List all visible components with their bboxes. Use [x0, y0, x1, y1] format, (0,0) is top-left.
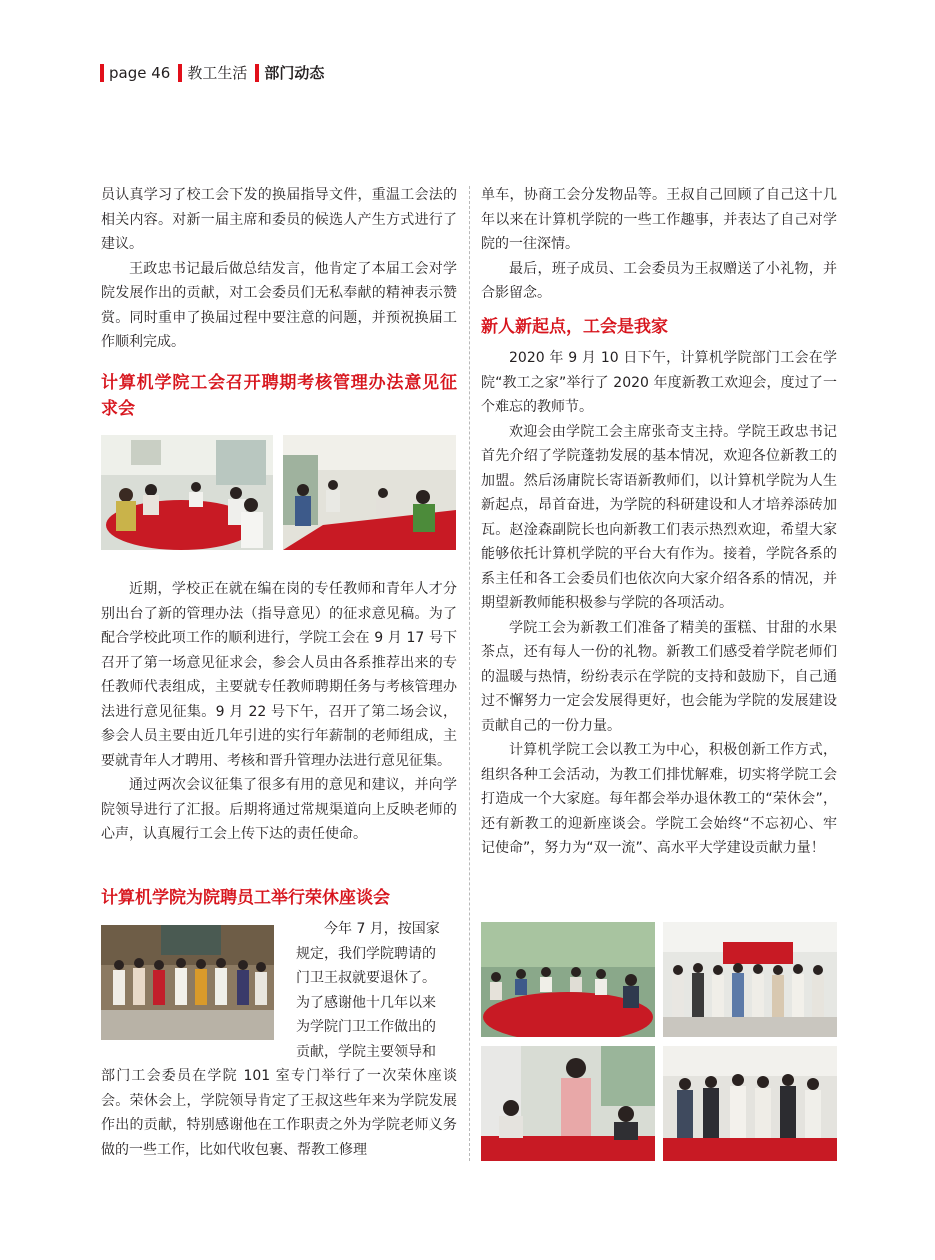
text-line: 为学院门卫工作做出的 [296, 1019, 436, 1035]
section-heading: 新人新起点，工会是我家 [481, 317, 668, 337]
column-divider [469, 186, 470, 1161]
section-heading: 计算机学院工会召开聘期考核管理办法意见征求会 [101, 373, 457, 419]
paragraph: 最后，班子成员、工会委员为王叔赠送了小礼物，并合影留念。 [481, 260, 837, 301]
welcome-photo-4 [663, 1046, 837, 1161]
left-column-top [101, 183, 457, 355]
meeting-photo-1 [101, 435, 273, 550]
section-heading-block [101, 885, 457, 911]
paragraph: 部门工会委员在学院 101 室专门举行了一次荣休座谈会。荣休会上，学院领导肯定了王叔这些年来为学院发展作出的贡献，特别感谢他在工作职责之外为学院老师义务做的一些工作，比如代收包裹、帮教工修理 [101, 1068, 457, 1158]
section-heading: 计算机学院为院聘员工举行荣休座谈会 [101, 888, 390, 908]
welcome-photo-3 [481, 1046, 655, 1161]
paragraph: 2020 年 9 月 10 日下午，计算机学院部门工会在学院“教工之家”举行了 2020 年度新教工欢迎会，度过了一个难忘的教师节。 [481, 350, 837, 415]
left-column-bottom [101, 1064, 457, 1162]
paragraph: 通过两次会议征集了很多有用的意见和建议，并向学院领导进行了汇报。后期将通过常规渠道向上反映老师的心声，认真履行工会上传下达的责任使命。 [101, 777, 457, 842]
left-column-body [101, 577, 457, 847]
header-bar [178, 64, 182, 82]
subsection-title: 部门动态 [264, 64, 325, 82]
text-line: 规定，我们学院聘请的 [296, 945, 436, 962]
text-line: 今年 7 月，按国家 [324, 921, 440, 937]
text-line: 门卫王叔就要退休了。 [296, 970, 436, 986]
paragraph: 单车，协商工会分发物品等。王叔自己回顾了自己这十几年以来在计算机学院的一些工作趣事，并表达了自己对学院的一往深情。 [481, 187, 837, 252]
right-column-body [481, 346, 837, 861]
paragraph: 欢迎会由学院工会主席张奇支主持。学院王政忠书记首先介绍了学院蓬勃发展的基本情况，欢迎各位新教工的加盟。然后汤庸院长寄语新教师们，以计算机学院为人生新起点，昂首奋进，为学院的科研建设和人才培养添砖加瓦。赵淦森副院长也向新教工们表示热烈欢迎，希望大家能够依托计算机学院的平台大有作为。接着，学院各系的系主任和各工会委员们也依次向大家介绍各系的情况，并期望新教师能积极参与学院的各项活动。 [481, 423, 837, 611]
meeting-photo-2 [283, 435, 456, 550]
section-title: 教工生活 [187, 64, 248, 82]
section-heading-block [481, 314, 837, 340]
text-line: 为了感谢他十几年以来 [296, 994, 436, 1011]
retirement-photo [101, 925, 274, 1040]
header-bar [100, 64, 104, 82]
paragraph: 员认真学习了校工会下发的换届指导文件，重温工会法的相关内容。对新一届主席和委员的候选人产生方式进行了建议。 [101, 187, 457, 252]
section-heading-block [101, 370, 457, 422]
page-number: page 46 [109, 64, 171, 82]
page-header [100, 62, 332, 84]
paragraph: 近期，学校正在就在编在岗的专任教师和青年人才分别出台了新的管理办法（指导意见）的征求意见稿。为了配合学校此项工作的顺利进行，学院工会在 9 月 17 号下召开了第一场意见征求会，参会人员由各系推荐出来的专任教师代表组成，主要就专任教师聘期任务与考核管理办法进行意见征集。9 月 22 号下午，召开了第二场会议，参会人员主要由近几年引进的实行年薪制的老师组成，主要就青年人才聘用、考核和晋升管理办法进行意见征集。 [101, 581, 457, 769]
text-line: 贡献，学院主要领导和 [296, 1043, 436, 1060]
wrapped-text-block [296, 917, 456, 1064]
header-bar [255, 64, 259, 82]
paragraph: 学院工会为新教工们准备了精美的蛋糕、甘甜的水果茶点，还有每人一份的礼物。新教工们感受着学院老师们的温暖与热情，纷纷表示在学院的支持和鼓励下，自己通过不懈努力一定会发展得更好，也会能为学院的发展建设贡献自己的一份力量。 [481, 619, 837, 734]
paragraph: 王政忠书记最后做总结发言，他肯定了本届工会对学院发展作出的贡献，对工会委员们无私奉献的精神表示赞赏。同时重申了换届过程中要注意的问题，并预祝换届工作顺利完成。 [101, 260, 457, 350]
welcome-photo-1 [481, 922, 655, 1037]
right-column-top [481, 183, 837, 306]
paragraph: 计算机学院工会以教工为中心，积极创新工作方式，组织各种工会活动，为教工们排忧解难，切实将学院工会打造成一个大家庭。每年都会举办退休教工的“荣休会”，还有新教工的迎新座谈会。学院工会始终“不忘初心、牢记使命”，努力为“双一流”、高水平大学建设贡献力量！ [481, 742, 837, 856]
welcome-photo-2 [663, 922, 837, 1037]
